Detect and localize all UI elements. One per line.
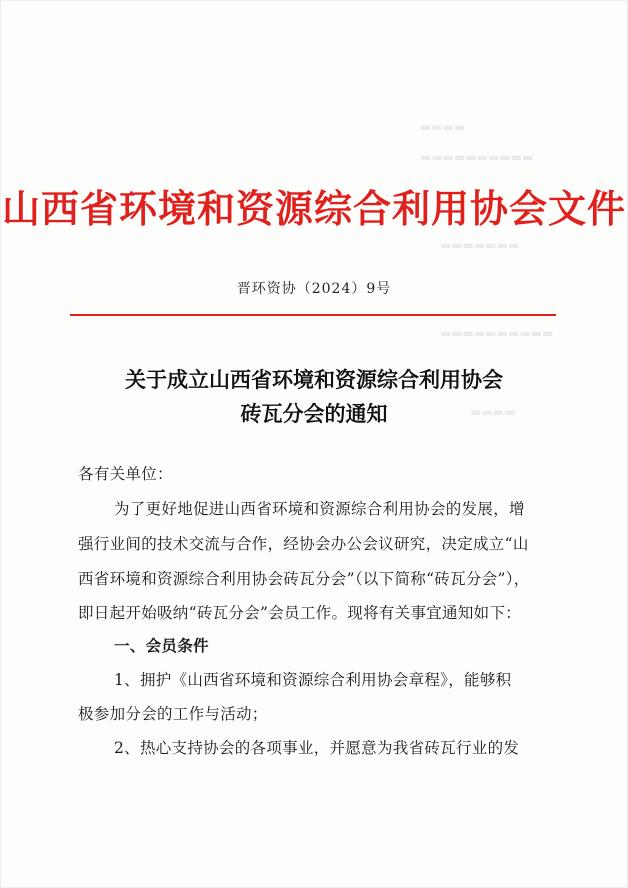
notice-title-line-1: 关于成立山西省环境和资源综合利用协会: [125, 367, 503, 392]
list-item-line: 1、拥护《山西省环境和资源综合利用协会章程》，能够积: [114, 671, 512, 689]
notice-title-line-2: 砖瓦分会的通知: [240, 401, 388, 426]
show-through-artifact: ▬▬▬▬▬▬▬▬▬▬: [420, 150, 534, 164]
show-through-artifact: ▬▬▬▬▬▬▬▬▬▬: [440, 326, 554, 340]
body-paragraph-line: 强行业间的技术交流与合作，经协会办公会议研究，决定成立“山: [78, 535, 529, 553]
body-paragraph-line: 西省环境和资源综合利用协会砖瓦分会”（以下简称“砖瓦分会”），: [78, 570, 530, 588]
document-number: 晋环资协（2024）9号: [236, 281, 392, 297]
section-heading: 一、会员条件: [114, 636, 209, 655]
show-through-artifact: ▬▬▬▬▬▬▬: [440, 238, 520, 252]
list-item-line: 2、热心支持协会的各项事业，并愿意为我省砖瓦行业的发: [114, 739, 520, 757]
notice-title: [0, 363, 628, 431]
list-item-line: 极参加分会的工作与活动；: [78, 705, 268, 723]
red-header-divider: [70, 314, 556, 316]
show-through-artifact: ▬▬▬▬: [420, 120, 466, 134]
organization-header-title: 山西省环境和资源综合利用协会文件: [1, 186, 626, 231]
show-through-artifact: ▬▬▬▬: [470, 405, 516, 419]
body-paragraph-line: 为了更好地促进山西省环境和资源综合利用协会的发展，增: [114, 500, 525, 518]
salutation: 各有关单位：: [78, 465, 173, 483]
body-paragraph-line: 即日起开始吸纳“砖瓦分会”会员工作。现将有关事宜通知如下：: [78, 604, 522, 622]
